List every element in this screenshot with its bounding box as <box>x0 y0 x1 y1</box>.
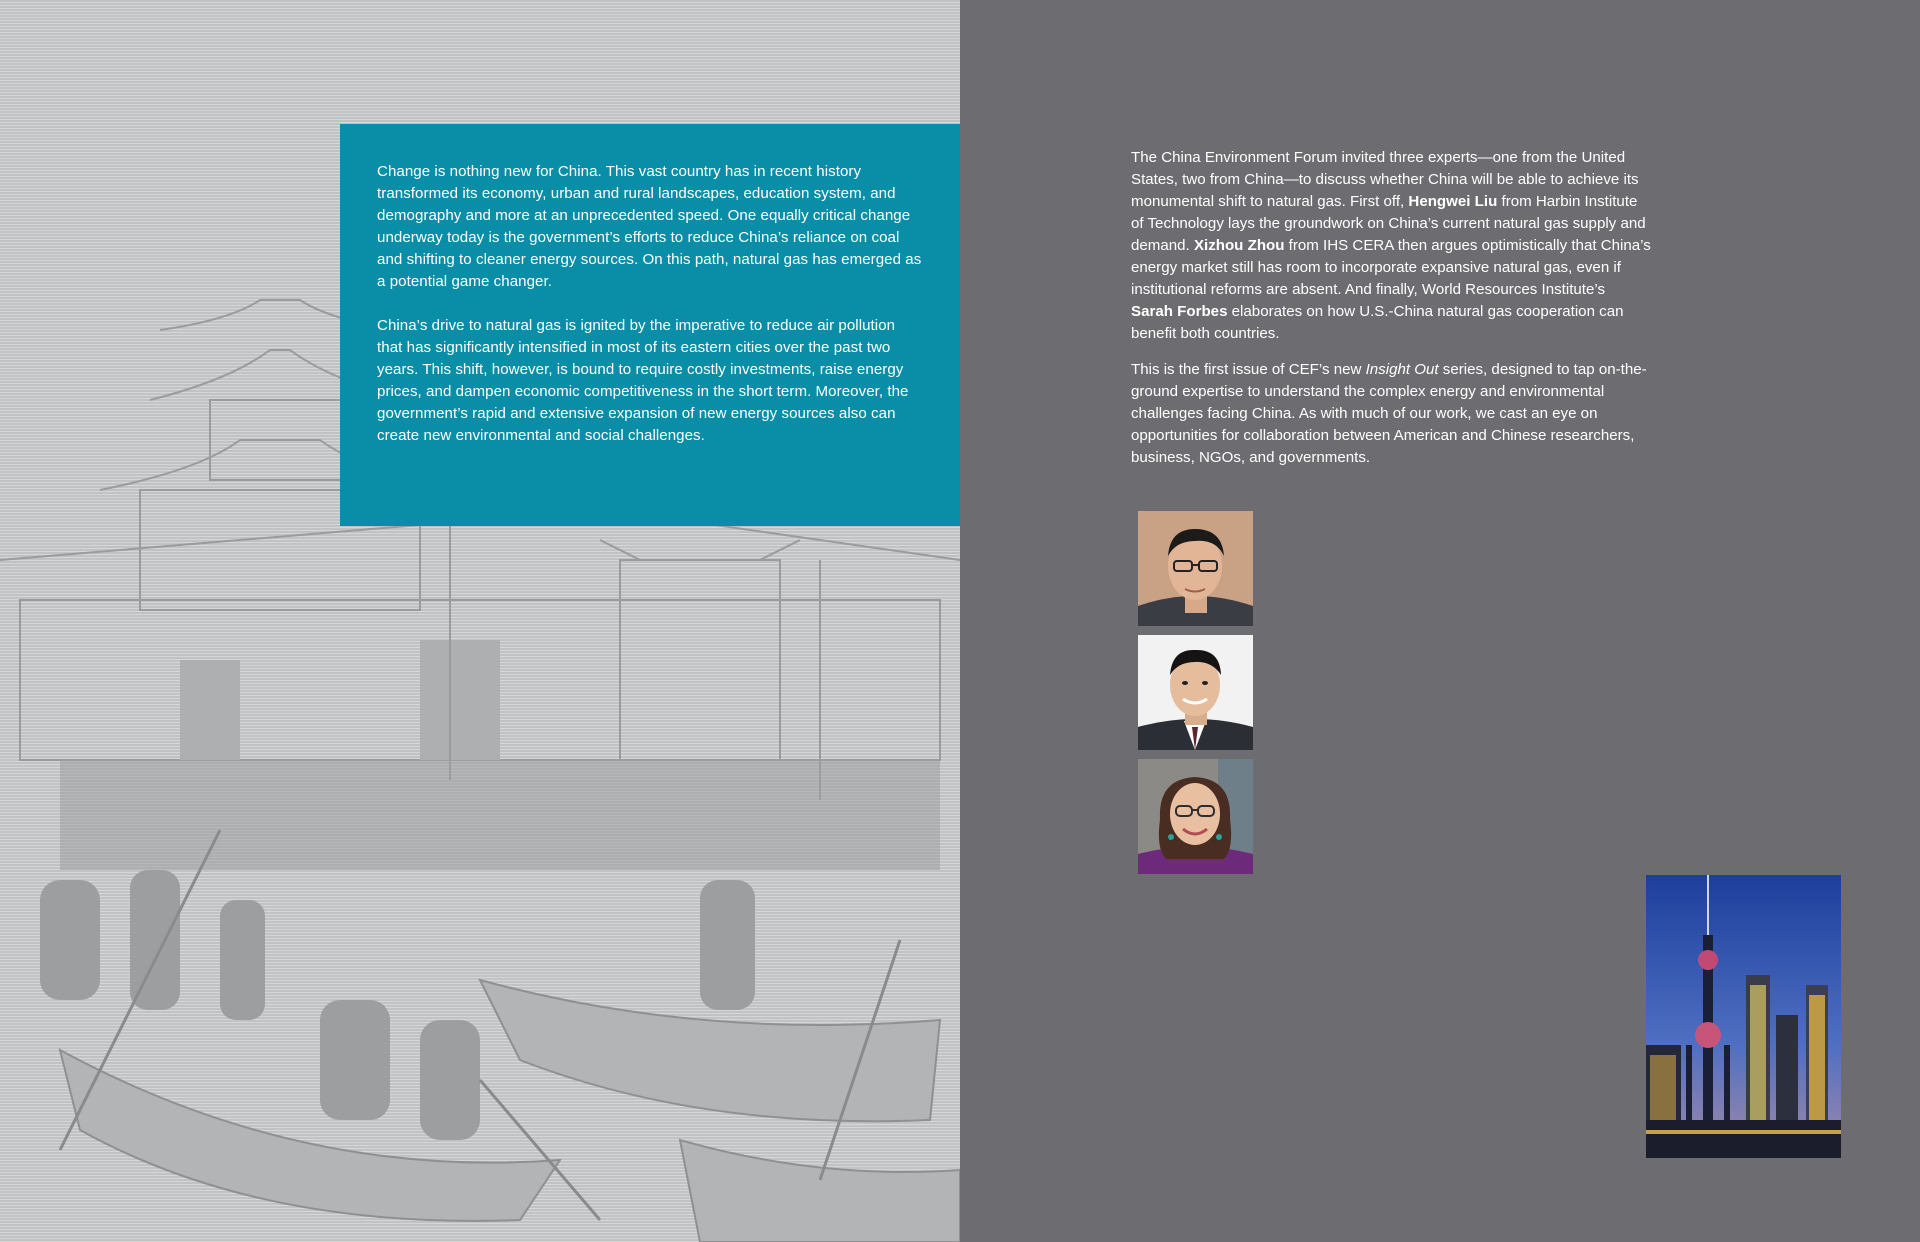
expert-name-xizhou-zhou: Xizhou Zhou <box>1193 237 1285 254</box>
overview-p2-part-b: series, designed to tap on-the-ground expertise to understand the complex energy and environmental challenges facing China. As with much of our work, we cast an eye on opportunities for collaboration between American and Chinese researchers, business, NGOs, and governments. <box>1131 361 1647 466</box>
expert-name-hengwei-liu: Hengwei Liu <box>1408 193 1498 210</box>
overview-paragraph-1 <box>1131 147 1651 345</box>
expert-name-sarah-forbes: Sarah Forbes <box>1131 303 1228 320</box>
portrait-photo-3 <box>1138 759 1253 874</box>
shanghai-skyline-photo <box>1646 875 1841 1158</box>
intro-paragraph-2: China’s drive to natural gas is ignited by the imperative to reduce air pollution that has significantly intensified in most of its eastern cities over the past two years. This shift, however, is bound to require costly investments, raise energy prices, and dampen economic competitiveness in the short term. Moreover, the government’s rapid and extensive expansion of new energy sources also can create new environmental and social challenges. <box>377 317 909 444</box>
portrait-photo-2 <box>1138 635 1253 750</box>
intro-text-box <box>340 124 960 526</box>
overview-p1-part-d: elaborates on how U.S.-China natural gas cooperation can benefit both countries. <box>1131 303 1624 342</box>
overview-p1-part-c: from IHS CERA then argues optimistically that China’s energy market still has room to incorporate expansive natural gas, even if institutional reforms are absent. And finally, World Resources Institute’s <box>1131 237 1651 298</box>
overview-p2-part-a: This is the first issue of CEF’s new <box>1131 361 1366 378</box>
right-page <box>960 0 1920 1242</box>
overview-paragraph-2 <box>1131 359 1651 469</box>
overview-p1-part-a: The China Environment Forum invited three experts—one from the United States, two from China—to discuss whether China will be able to achieve its monumental shift to natural gas. First off, <box>1131 149 1639 210</box>
overview-text <box>1131 147 1651 483</box>
intro-paragraph-1: Change is nothing new for China. This vast country has in recent history transformed its economy, urban and rural landscapes, education system, and demography and more at an unprecedented speed. One equally critical change underway today is the government’s efforts to reduce China’s reliance on coal and shifting to cleaner energy sources. On this path, natural gas has emerged as a potential game changer. <box>377 163 922 290</box>
portrait-photo-1 <box>1138 511 1253 626</box>
overview-p1-part-b: from Harbin Institute of Technology lays the groundwork on China’s current natural gas supply and demand. <box>1131 193 1646 254</box>
series-name: Insight Out <box>1365 361 1439 378</box>
